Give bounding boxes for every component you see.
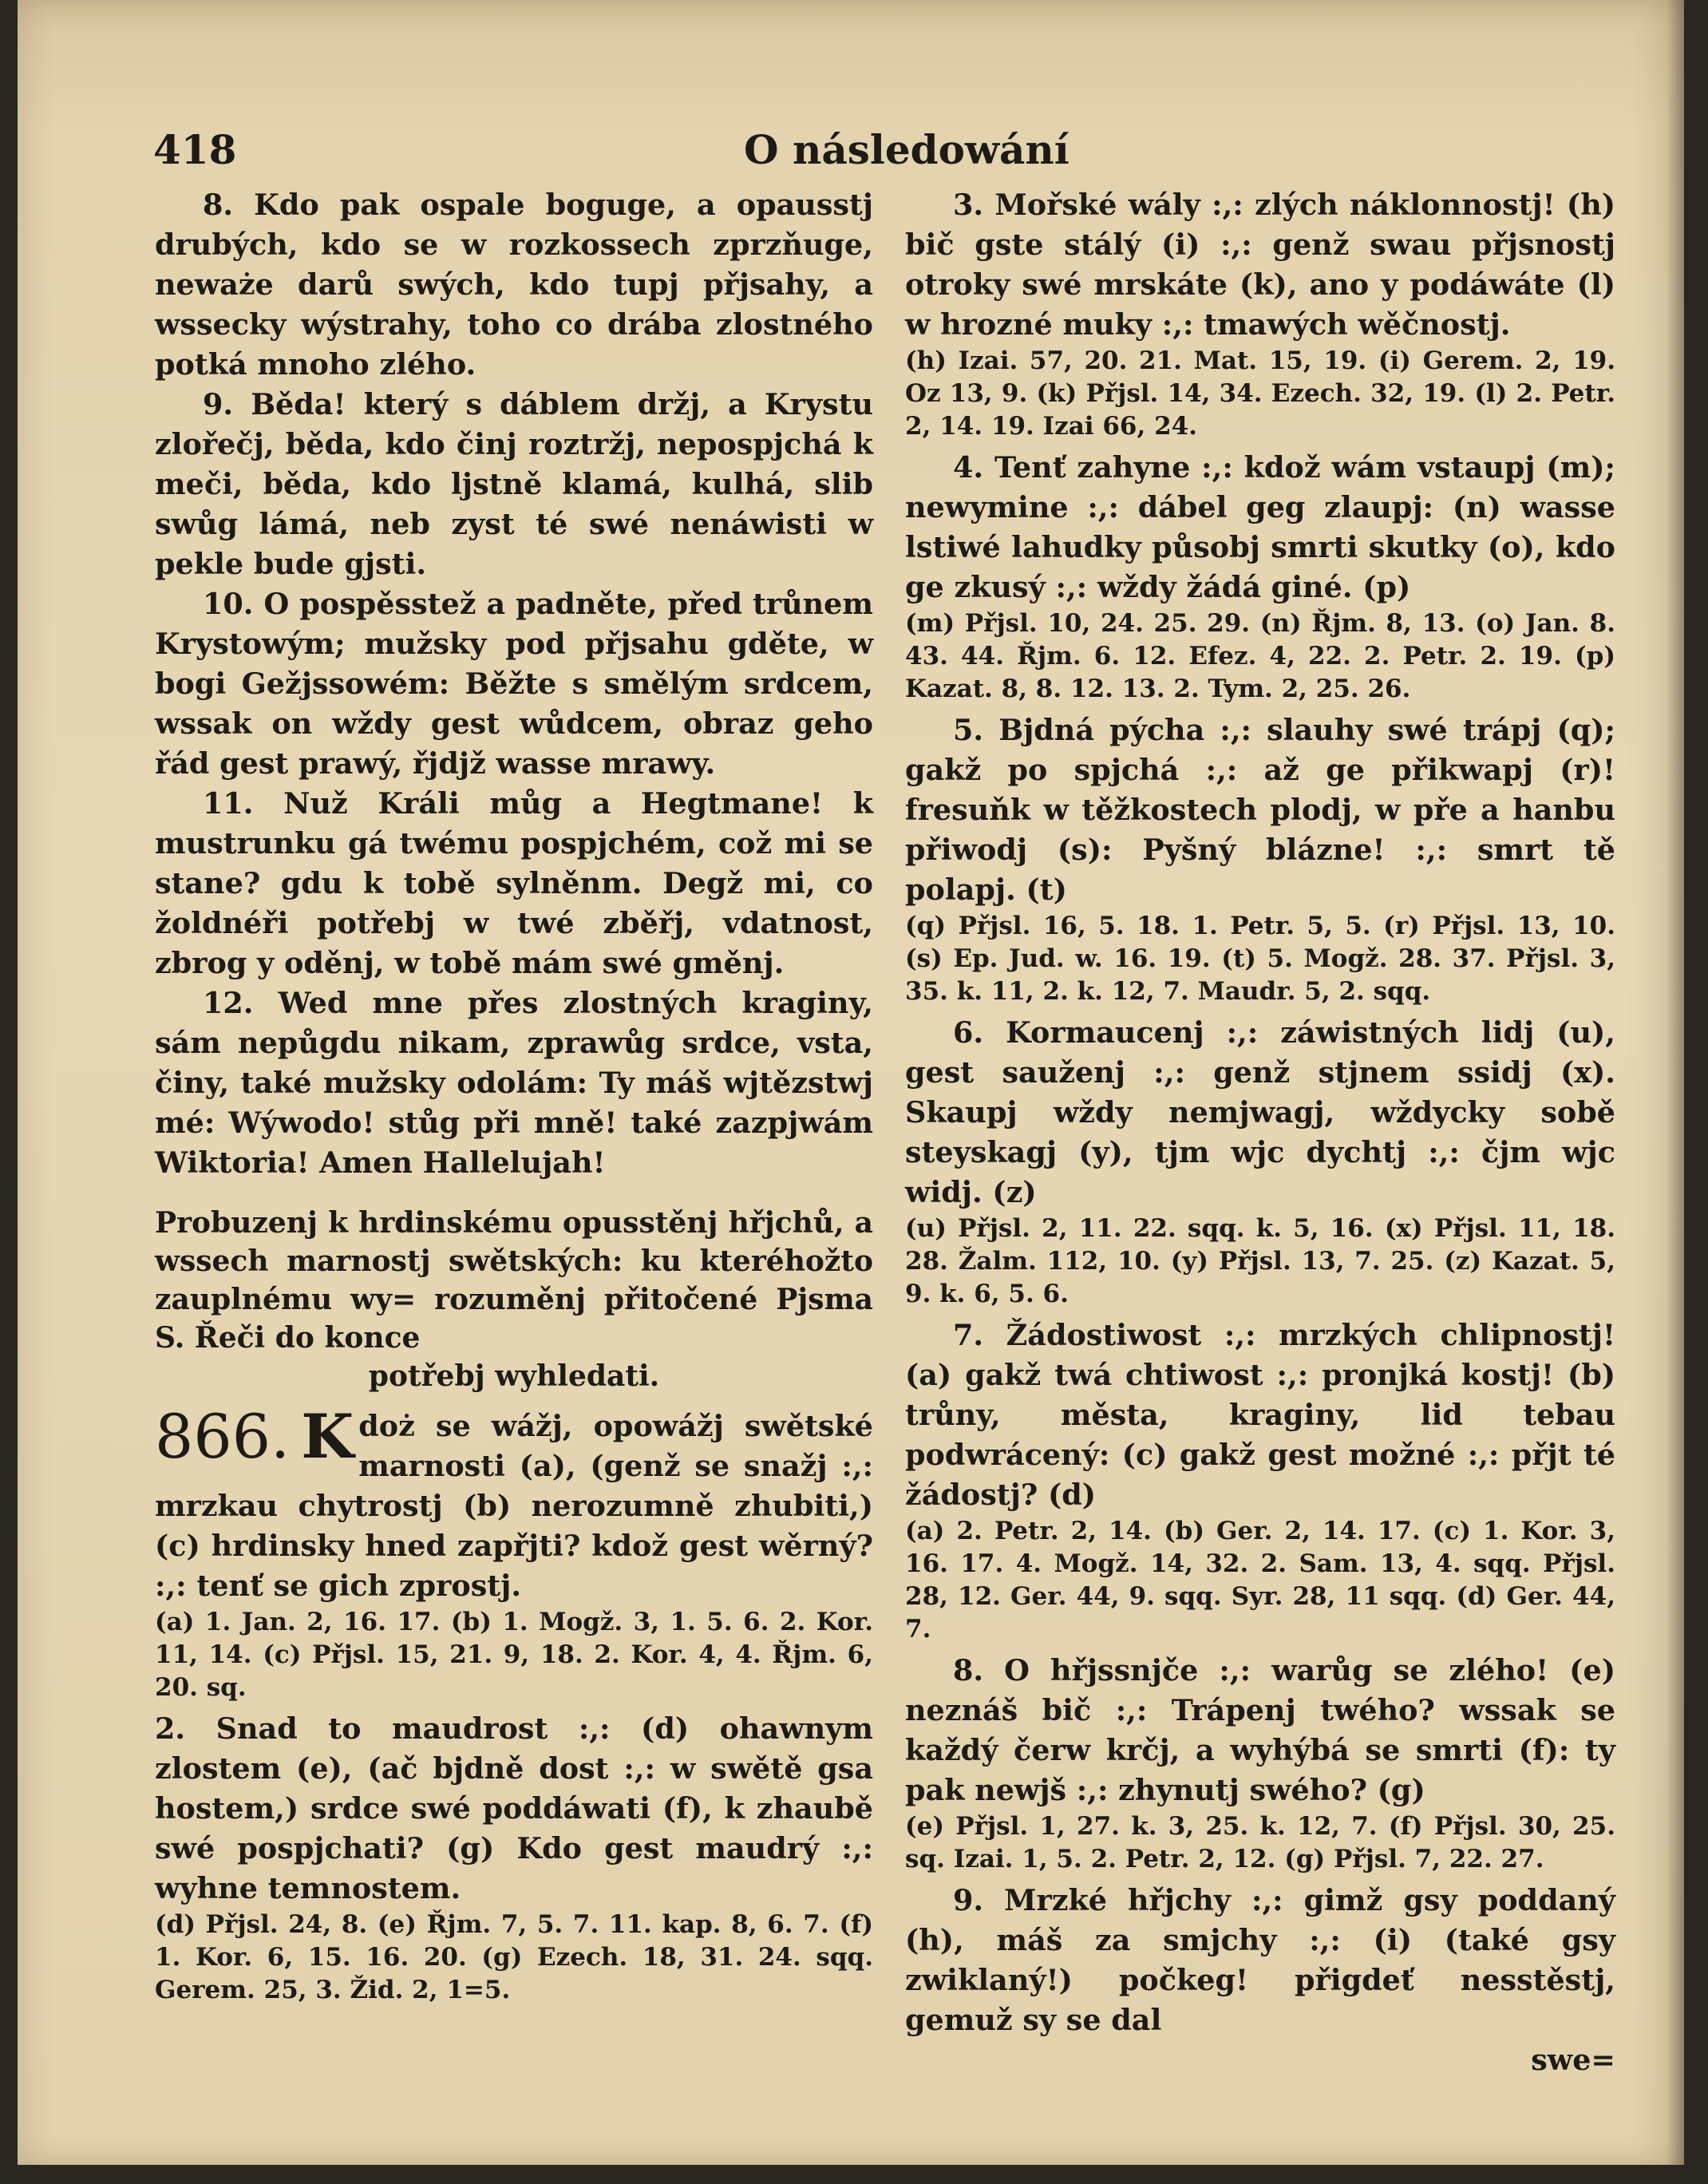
section-heading-line: Probuzenj k hrdinskému opusstěnj hřjchů, a wssech bbox=[155, 1206, 873, 1278]
page-header bbox=[153, 126, 1582, 182]
verse-12: 12. Wed mne přes zlostných kraginy, sám nepůgdu nikam, zprawůg srdce, vsta, činy, také mužsky odolám: Ty máš wjtězstwj mé: Wýwodo! stůg při mně! také zazpjwám Wiktoria! Amen Hallelujah! bbox=[155, 986, 873, 1180]
hymn-verse-1: doż se wážj, opowážj swětské marnosti (a), (genž se snažj :,: mrzkau chytrostj (b) nerozumně zhubiti,) (c) hrdinsky hned zapřjti? kdož gest wěrný? :,: tenť se gich zprostj. bbox=[155, 1409, 873, 1603]
catchword: swe= bbox=[1531, 2043, 1615, 2077]
drop-initial: K bbox=[301, 1401, 354, 1472]
hymn-verse-2: 2. Snad to maudrost :,: (d) ohawnym zlostem (e), (ač bjdně dost :,: w swětě gsa hostem,) srdce swé poddáwati (f), k zhaubě swé pospjchati? (g) Kdo gest maudrý :,: wyhne temnostem. bbox=[155, 1711, 873, 1905]
verse-9: 9. Běda! který s dáblem držj, a Krystu zlořečj, běda, kdo činj roztržj, nepospjchá k meči, běda, kdo ljstně klamá, kulhá, slib swůg lámá, neb zyst té swé nenáwisti w pekle bude gjsti. bbox=[155, 387, 873, 581]
verse-6-references: (u) Přjsl. 2, 11. 22. sqq. k. 5, 16. (x) Přjsl. 11, 18. 28. Žalm. 112, 10. (y) Přjsl. 13, 7. 25. (z) Kazat. 5, 9. k. 6, 5. 6. bbox=[905, 1214, 1615, 1308]
verse-3-references: (h) Izai. 57, 20. 21. Mat. 15, 19. (i) Gerem. 2, 19. Oz 13, 9. (k) Přjsl. 14, 34. Ezech. 32, 19. (l) 2. Petr. 2, 14. 19. Izai 66, 24. bbox=[905, 346, 1615, 441]
verse-5: 5. Bjdná pýcha :,: slauhy swé trápj (q); gakž po spjchá :,: až ge přikwapj (r)! fresuňk w těžkostech plodj, w pře a hanbu přiwodj (s): Pyšný blázne! :,: smrt tě polapj. (t) bbox=[905, 713, 1615, 907]
verse-8-right: 8. O hřjssnjče :,: warůg se zlého! (e) neznáš bič :,: Trápenj twého? wssak se každý čerw krčj, a wyhýbá se smrti (f): ty pak newjš :,: zhynutj swého? (g) bbox=[905, 1653, 1615, 1807]
hymn-number: 866. bbox=[155, 1401, 291, 1472]
section-heading bbox=[155, 1204, 873, 1395]
verse-7: 7. Žádostiwost :,: mrzkých chlipnostj! (a) gakž twá chtiwost :,: pronjká kostj! (b) trůny, města, kraginy, lid tebau podwrácený: (c) gakž gest možné :,: přjt té žádostj? (d) bbox=[905, 1318, 1615, 1512]
verse-7-references: (a) 2. Petr. 2, 14. (b) Ger. 2, 14. 17. (c) 1. Kor. 3, 16. 17. 4. Mogž. 14, 32. 2. Sam. 13, 4. sqq. Přjsl. 28, 12. Ger. 44, 9. sqq. Syr. 28, 11 sqq. (d) Ger. 44, 7. bbox=[905, 1517, 1615, 1644]
hymn-866 bbox=[155, 1401, 873, 2007]
right-column bbox=[905, 185, 1615, 2080]
book-page bbox=[18, 0, 1684, 2165]
section-heading-line: potřebj wyhledati. bbox=[368, 1359, 660, 1393]
hymn-verse-1-references: (a) 1. Jan. 2, 16. 17. (b) 1. Mogž. 3, 1. 5. 6. 2. Kor. 11, 14. (c) Přjsl. 15, 21. 9, 18. 2. Kor. 4, 4. Řjm. 6, 20. sq. bbox=[155, 1608, 873, 1702]
section-heading-line: rozuměnj přitočené Pjsma S. Řeči do konce bbox=[155, 1283, 873, 1355]
verse-4: 4. Tenť zahyne :,: kdož wám vstaupj (m); newymine :,: dábel geg zlaupj: (n) wasse lstiwé lahudky působj smrti skutky (o), kdo ge zkusý :,: wždy žádá giné. (p) bbox=[905, 450, 1615, 604]
section-heading-line: marnostj swětských: ku kteréhožto zauplnému wy= bbox=[155, 1244, 873, 1316]
verse-9-right: 9. Mrzké hřjchy :,: gimž gsy poddaný (h), máš za smjchy :,: (i) (také gsy zwiklaný!) počkeg! přigdeť nesstěstj, gemuž sy se dal bbox=[905, 1883, 1615, 2037]
verse-10: 10. O pospěsstež a padněte, před trůnem Krystowým; mužsky pod přjsahu gděte, w bogi Gežjssowém: Běžte s smělým srdcem, wssak on wždy gest wůdcem, obraz geho řád gest prawý, řjdjž wasse mrawy. bbox=[155, 587, 873, 781]
hymn-verse-2-references: (d) Přjsl. 24, 8. (e) Řjm. 7, 5. 7. 11. kap. 8, 6. 7. (f) 1. Kor. 6, 15. 16. 20. (g) Ezech. 18, 31. 24. sqq. Gerem. 25, 3. Žid. 2, 1=5. bbox=[155, 1910, 873, 2004]
verse-8-references: (e) Přjsl. 1, 27. k. 3, 25. k. 12, 7. (f) Přjsl. 30, 25. sq. Izai. 1, 5. 2. Petr. 2, 12. (g) Přjsl. 7, 22. 27. bbox=[905, 1812, 1615, 1873]
left-column bbox=[155, 185, 873, 2012]
verse-11: 11. Nuž Králi můg a Hegtmane! k mustrunku gá twému pospjchém, což mi se stane? gdu k tobě sylněnm. Degž mi, co žoldnéři potřebj w twé zběřj, vdatnost, zbrog y oděnj, w tobě mám swé gměnj. bbox=[155, 786, 873, 980]
verse-4-references: (m) Přjsl. 10, 24. 25. 29. (n) Řjm. 8, 13. (o) Jan. 8. 43. 44. Řjm. 6. 12. Efez. 4, 22. 2. Petr. 2. 19. (p) Kazat. 8, 8. 12. 13. 2. Tym. 2, 25. 26. bbox=[905, 609, 1615, 703]
verse-6: 6. Kormaucenj :,: záwistných lidj (u), gest sauženj :,: genž stjnem ssidj (x). Skaupj wždy nemjwagj, wždycky sobě steyskagj (y), tjm wjc dychtj :,: čjm wjc widj. (z) bbox=[905, 1015, 1615, 1209]
page-number: 418 bbox=[153, 126, 237, 173]
verse-8: 8. Kdo pak ospale boguge, a opausstj drubých, kdo se w rozkossech zprzňuge, neważe darů swých, kdo tupj přjsahy, a wssecky wýstrahy, toho co drába zlostného potká mnoho zlého. bbox=[155, 188, 873, 382]
verse-5-references: (q) Přjsl. 16, 5. 18. 1. Petr. 5, 5. (r) Přjsl. 13, 10. (s) Ep. Jud. w. 16. 19. (t) 5. Mogž. 28. 37. Přjsl. 3, 35. k. 11, 2. k. 12, 7. Maudr. 5, 2. sqq. bbox=[905, 912, 1615, 1006]
verse-3: 3. Mořské wály :,: zlých náklonnostj! (h) bič gste stálý (i) :,: genž swau přjsnostj otroky swé mrskáte (k), ano y podáwáte (l) w hrozné muky :,: tmawých wěčnostj. bbox=[905, 188, 1615, 342]
running-title: O následowání bbox=[744, 126, 1069, 173]
